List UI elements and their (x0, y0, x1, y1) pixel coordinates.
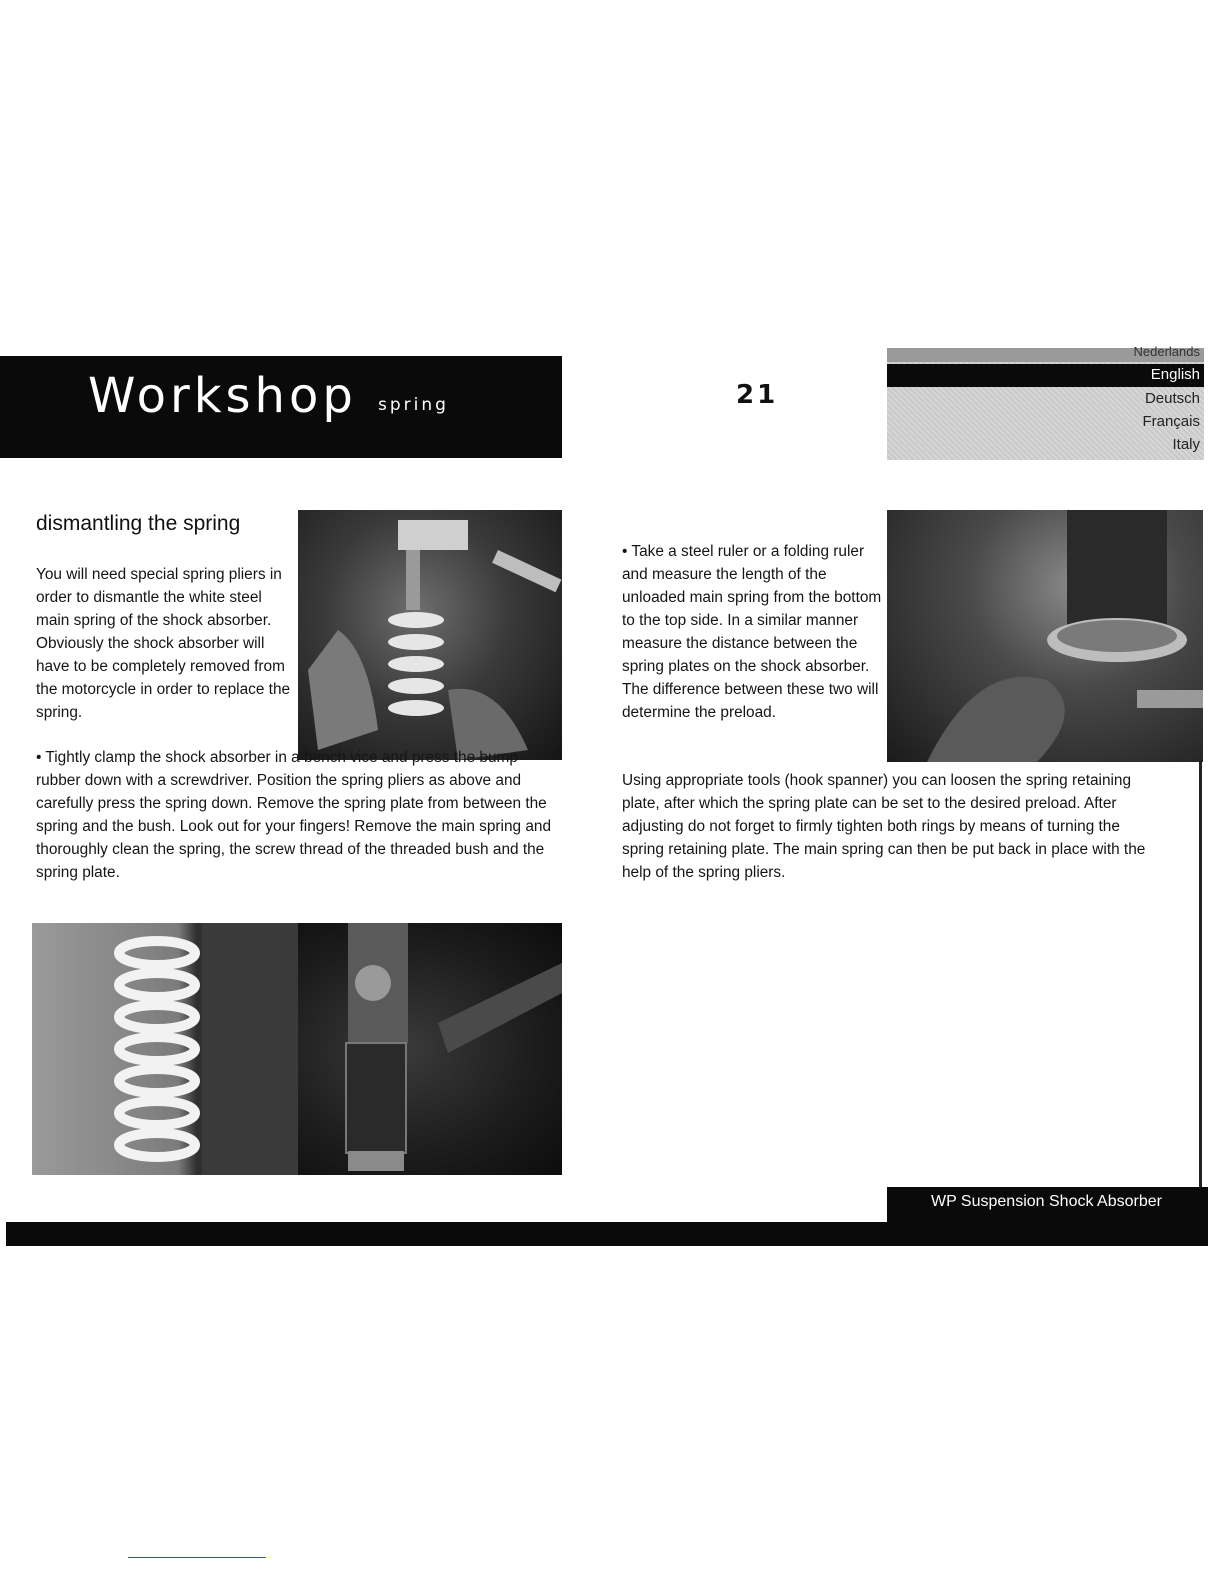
lang-item-deutsch[interactable]: Deutsch (1144, 390, 1200, 407)
photo-shock-absorber (298, 923, 562, 1175)
lang-item-english[interactable]: English (1150, 366, 1200, 383)
section-heading: dismantling the spring (36, 512, 241, 535)
main-spring-illustration (32, 923, 298, 1175)
photo-spring-pliers (298, 510, 562, 760)
bottom-rule (128, 1557, 266, 1558)
page-edge-line (1199, 760, 1202, 1190)
page-title: Workshop (88, 368, 357, 424)
measuring-spring-illustration (887, 510, 1203, 762)
lang-item-francais[interactable]: Français (1142, 413, 1200, 430)
lang-item-nederlands[interactable]: Nederlands (1133, 344, 1200, 359)
lang-item-italy[interactable]: Italy (1172, 436, 1200, 453)
paragraph-intro: You will need special spring pliers in order to dismantle the white steel main spring of the shock absorber. Obviously the shock absorber will have to be completely removed from the motorcycle in order to replace the spring. (36, 566, 291, 721)
paragraph-clamp-steps: • Tightly clamp the shock absorber in a bench vice and press the bump rubber down with a screwdriver. Position the spring pliers as above and carefully press the spring down. Remove the spring plate from between the spring and the bush. Look out for your fingers! Remove the main spring and thoroughly clean the spring, the screw thread of the threaded bush and the spring plate. (36, 749, 552, 881)
paragraph-measure-preload: • Take a steel ruler or a folding ruler and measure the length of the unloaded main spring from the bottom to the top side. In a similar manner measure the distance between the spring plates on the shock absorber. The difference between these two will determine the preload. (622, 543, 882, 721)
footer-bar (6, 1222, 1208, 1246)
footer-label: WP Suspension Shock Absorber (931, 1193, 1162, 1210)
spring-pliers-illustration (298, 510, 562, 760)
shock-absorber-illustration (298, 923, 562, 1175)
paragraph-adjust-reassemble: Using appropriate tools (hook spanner) you can loosen the spring retaining plate, after which the spring plate can be set to the desired preload. After adjusting do not forget to firmly tighten both rings by means of turning the spring retaining plate. The main spring can then be put back in place with the help of the spring pliers. (622, 772, 1146, 881)
page-subtitle: spring (378, 395, 449, 415)
photo-main-spring (32, 923, 298, 1175)
page-number: 21 (736, 380, 779, 410)
photo-measuring-spring (887, 510, 1203, 762)
